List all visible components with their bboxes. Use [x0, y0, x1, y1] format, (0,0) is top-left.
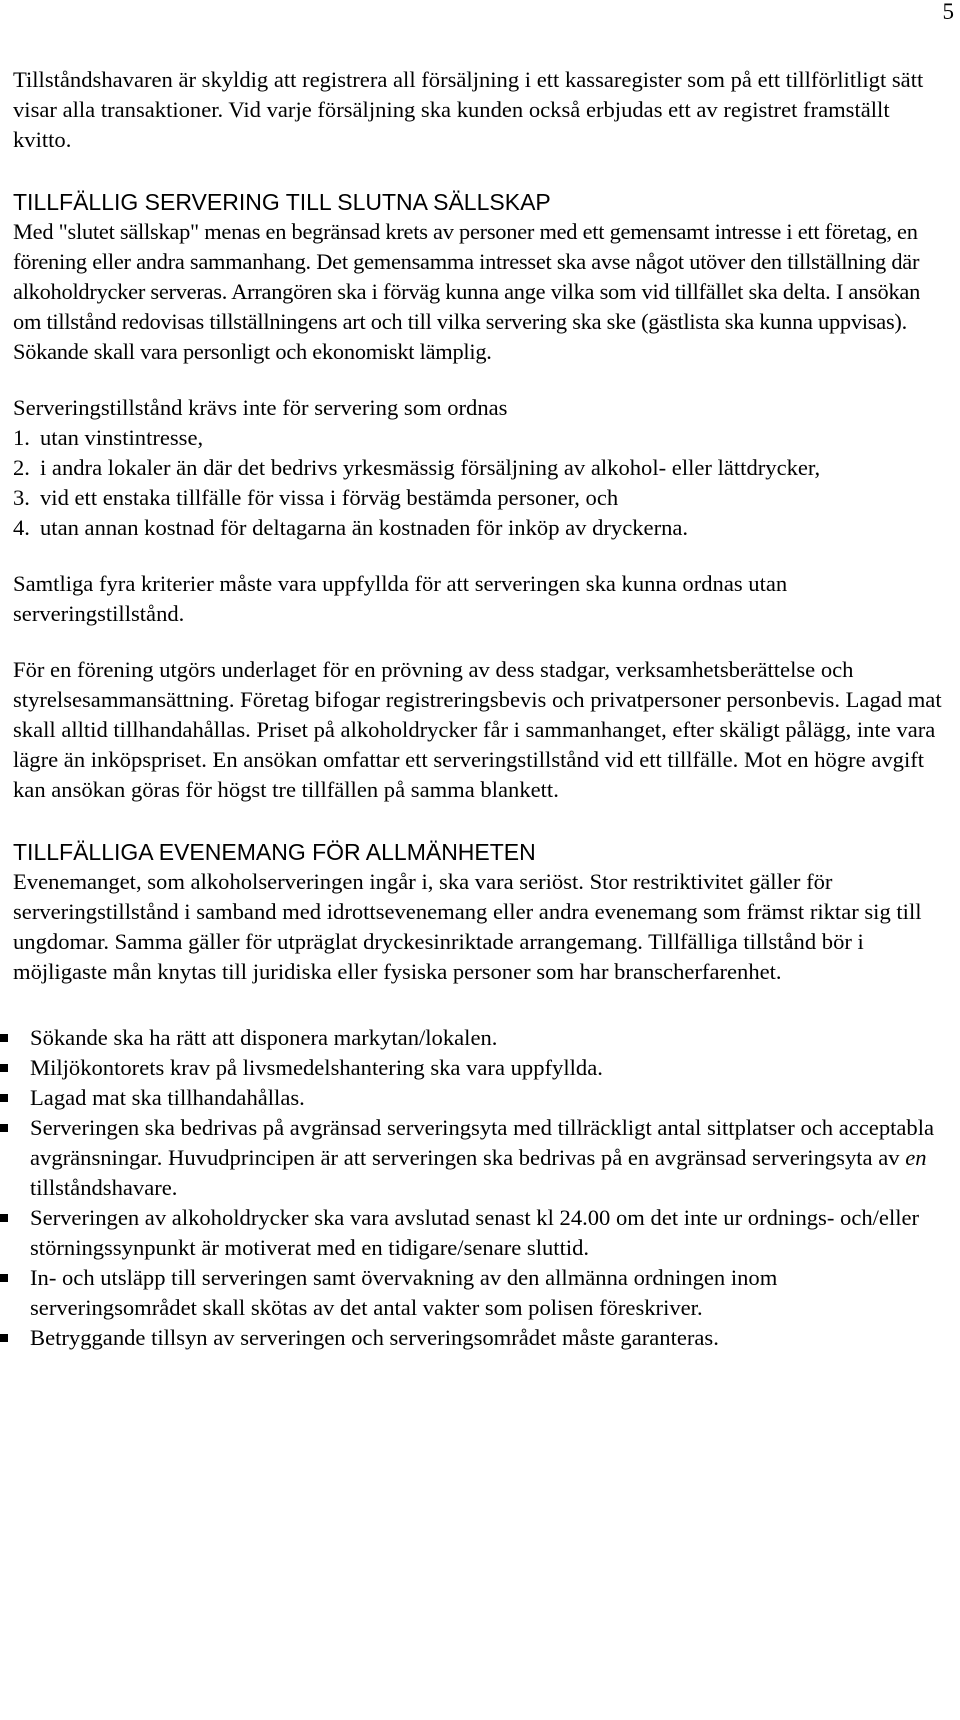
list-item	[13, 483, 948, 513]
list-item-text: Sökande ska ha rätt att disponera markytan/lokalen.	[30, 1025, 498, 1050]
list-item	[0, 1203, 948, 1263]
square-bullet-icon	[0, 1064, 8, 1072]
list-item	[0, 1323, 948, 1353]
conditions-bullet-list	[13, 1023, 948, 1353]
square-bullet-icon	[0, 1274, 8, 1282]
criteria-list	[13, 423, 948, 543]
section-heading-public-events: TILLFÄLLIGA EVENEMANG FÖR ALLMÄNHETEN	[13, 839, 536, 865]
list-item-number: 4.	[13, 515, 30, 540]
closed-parties-paragraph: Med "slutet sällskap" menas en begränsad krets av personer med ett gemensamt intresse i ett företag, en förening eller andra sammanhang. Det gemensamma intresset ska avse något utöver den tillställning där alkoholdrycker serveras. Arrangören ska i förväg kunna ange vilka som vid tillfället ska delta. I ansökan om tillstånd redovisas tillställningens art och till vilka servering ska ske (gästlista ska kunna uppvisas). Sökande skall vara personligt och ekonomiskt lämplig.	[13, 219, 921, 364]
list-item	[13, 423, 948, 453]
application-requirements-paragraph: För en förening utgörs underlaget för en prövning av dess stadgar, verksamhetsberättelse och styrelsesammansättning. Företag bifogar registreringsbevis och privatpersoner personbevis. Lagad mat skall alltid tillhandahållas. Priset på alkoholdrycker får i sammanhanget, efter skäligt pålägg, inte vara lägre än inköpspriset. En ansökan omfattar ett serveringstillstånd vid ett tillfälle. Mot en högre avgift kan ansökan göras för högst tre tillfällen på samma blankett.	[13, 657, 942, 802]
list-item-text-end: tillståndshavare.	[30, 1175, 178, 1200]
list-item	[0, 1053, 948, 1083]
list-item-text: utan vinstintresse,	[40, 425, 204, 450]
list-item-text: i andra lokaler än där det bedrivs yrkesmässig försäljning av alkohol- eller lättdrycker,	[40, 455, 821, 480]
list-item-number: 1.	[13, 425, 30, 450]
list-item	[13, 453, 948, 483]
list-item	[0, 1113, 948, 1203]
list-item	[0, 1083, 948, 1113]
list-item	[0, 1023, 948, 1053]
list-item-text: In- och utsläpp till serveringen samt övervakning av den allmänna ordningen inom serveringsområdet skall skötas av det antal vakter som polisen föreskriver.	[30, 1265, 778, 1320]
list-item-number: 2.	[13, 455, 30, 480]
page-number: 5	[942, 0, 954, 24]
square-bullet-icon	[0, 1034, 8, 1042]
list-item-text: utan annan kostnad för deltagarna än kostnaden för inköp av dryckerna.	[40, 515, 689, 540]
list-item-text: Lagad mat ska tillhandahållas.	[30, 1085, 305, 1110]
intro-paragraph: Tillståndshavaren är skyldig att registrera all försäljning i ett kassaregister som på ett tillförlitligt sätt visar alla transaktioner. Vid varje försäljning ska kunden också erbjudas ett av registret framställt kvitto.	[13, 67, 924, 152]
square-bullet-icon	[0, 1214, 8, 1222]
list-item	[0, 1263, 948, 1323]
list-item-text: Miljökontorets krav på livsmedelshantering ska vara uppfyllda.	[30, 1055, 603, 1080]
square-bullet-icon	[0, 1094, 8, 1102]
list-item	[13, 513, 948, 543]
criteria-summary: Samtliga fyra kriterier måste vara uppfyllda för att serveringen ska kunna ordnas utan serveringstillstånd.	[13, 571, 788, 626]
section-heading-closed-parties: TILLFÄLLIG SERVERING TILL SLUTNA SÄLLSKAP	[13, 189, 551, 215]
list-item-number: 3.	[13, 485, 30, 510]
list-item-text: vid ett enstaka tillfälle för vissa i förväg bestämda personer, och	[40, 485, 619, 510]
emphasized-word: en	[905, 1145, 927, 1170]
public-events-paragraph: Evenemanget, som alkoholserveringen ingår i, ska vara seriöst. Stor restriktivitet gäller för serveringstillstånd i samband med idrottsevenemang eller andra evenemang som främst riktar sig till ungdomar. Samma gäller för utpräglat dryckesinriktade arrangemang. Tillfälliga tillstånd bör i möjligaste mån knytas till juridiska eller fysiska personer som har branscherfarenhet.	[13, 869, 922, 984]
document-body	[13, 65, 948, 1353]
list-item-text: Serveringen av alkoholdrycker ska vara avslutad senast kl 24.00 om det inte ur ordnings- och/eller störningssynpunkt är motiverat med en tidigare/senare sluttid.	[30, 1205, 920, 1260]
criteria-intro: Serveringstillstånd krävs inte för servering som ordnas	[13, 395, 508, 420]
square-bullet-icon	[0, 1334, 8, 1342]
square-bullet-icon	[0, 1124, 8, 1132]
list-item-text: Betryggande tillsyn av serveringen och serveringsområdet måste garanteras.	[30, 1325, 719, 1350]
list-item-text: Serveringen ska bedrivas på avgränsad serveringsyta med tillräckligt antal sittplatser och acceptabla avgränsningar. Huvudprincipen är att serveringen ska bedrivas på en avgränsad serveringsyta av	[30, 1115, 935, 1170]
